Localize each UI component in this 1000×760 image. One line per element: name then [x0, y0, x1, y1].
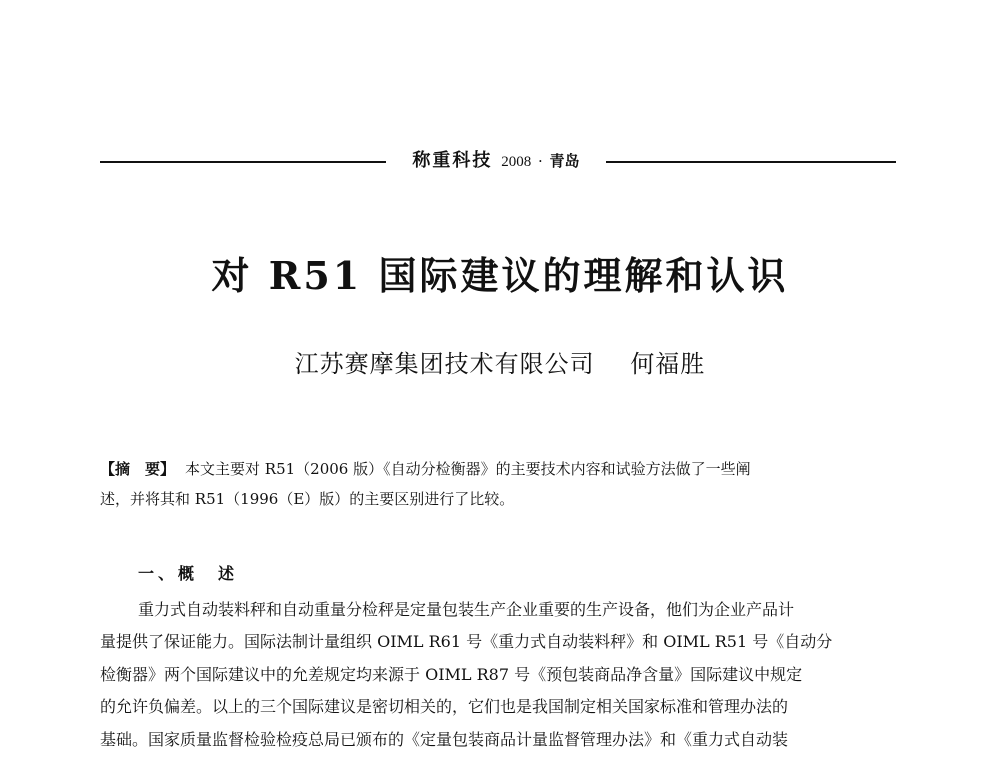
journal-year: 2008: [501, 154, 532, 170]
abstract-line: 述，并将其和 R51（1996（E）版）的主要区别进行了比较。: [100, 490, 515, 508]
abstract-line: [100, 454, 898, 484]
body-line: 重力式自动装料秤和自动重量分检秤是定量包装生产企业重要的生产设备，他们为企业产品计: [138, 600, 795, 619]
journal-name: 称重科技: [412, 150, 493, 171]
paper-title: 对 R51 国际建议的理解和认识: [211, 253, 789, 298]
header-rule-left: [100, 161, 386, 163]
running-header: [100, 144, 896, 178]
abstract: [100, 454, 898, 514]
body-line: 的允许负偏差。以上的三个国际建议是密切相关的，它们也是我国制定相关国家标准和管理办法的: [100, 697, 789, 717]
journal-city: 青岛: [549, 152, 580, 170]
body-line: 量提供了保证能力。国际法制计量组织 OIML R61 号《重力式自动装料秤》和 OIML R51 号《自动分: [100, 632, 833, 652]
body-line: 检衡器》两个国际建议中的允差规定均来源于 OIML R87 号《预包装商品净含量》国际建议中规定: [100, 664, 803, 684]
author-name: 何福胜: [630, 350, 706, 378]
header-text: [390, 144, 602, 179]
abstract-text: 本文主要对 R51（2006 版）《自动分检衡器》的主要技术内容和试验方法做了一些阐: [185, 460, 751, 478]
header-separator: ·: [537, 152, 543, 170]
body-text: [100, 594, 898, 756]
author-line: [0, 344, 1000, 384]
header-rule-right: [606, 161, 896, 163]
abstract-label: 【摘 要】: [100, 460, 176, 478]
section-heading: 一、概 述: [138, 564, 239, 583]
body-line: 基础。国家质量监督检验检疫总局已颁布的《定量包装商品计量监督管理办法》和《重力式自动装: [100, 729, 789, 749]
author-affiliation: 江苏赛摩集团技术有限公司: [294, 350, 595, 378]
